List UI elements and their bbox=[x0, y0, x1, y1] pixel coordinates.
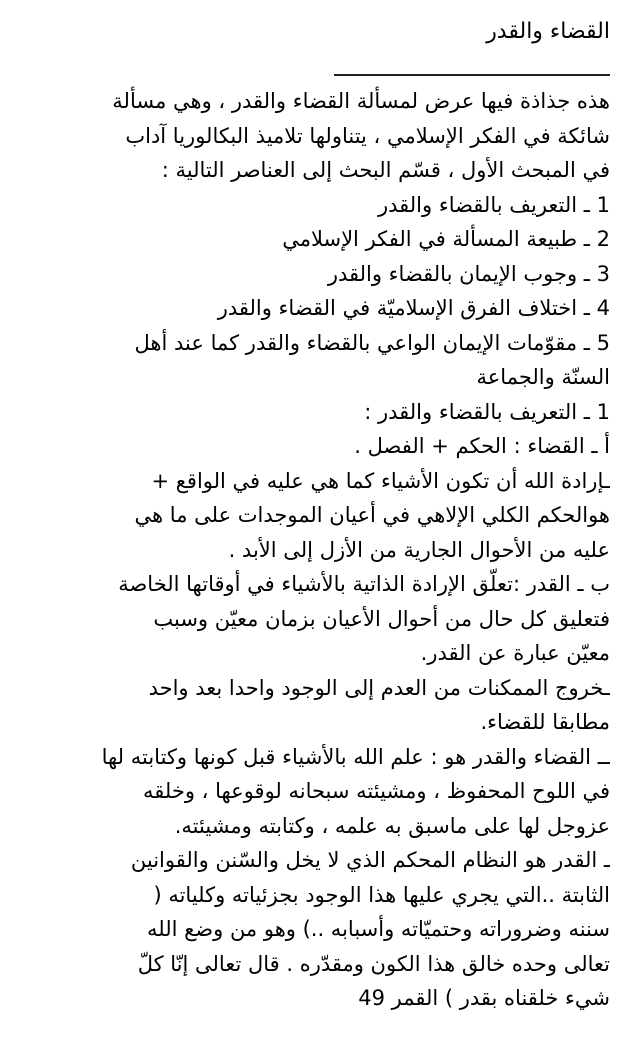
body-line: أ ـ القضاء : الحكم + الفصل . bbox=[354, 434, 610, 458]
body-line: في اللوح المحفوظ ، ومشيئته سبحانه لوقوعها ، وخلقه bbox=[143, 779, 610, 803]
body-line: عزوجل لها على ماسبق به علمه ، وكتابته ومشيئته. bbox=[174, 813, 610, 838]
body-line: 2 ـ طبيعة المسألة في الفكر الإسلامي bbox=[282, 227, 610, 251]
body-line: 3 ـ وجوب الإيمان بالقضاء والقدر bbox=[327, 261, 610, 286]
title-divider bbox=[334, 74, 610, 76]
body-line: هذه جذاذة فيها عرض لمسألة القضاء والقدر ، وهي مسألة bbox=[112, 89, 610, 113]
body-line: هوالحكم الكلي الإلاهي في أعيان الموجدات على ما هي bbox=[134, 503, 610, 527]
body-line: شيء خلقناه بقدر ) القمر 49 bbox=[358, 986, 610, 1010]
body-line: 4 ـ اختلاف الفرق الإسلاميّة في القضاء والقدر bbox=[217, 296, 610, 320]
body-line: مطابقا للقضاء. bbox=[480, 710, 610, 734]
body-line: ــ القضاء والقدر هو : علم الله بالأشياء قبل كونها وكتابته لها bbox=[101, 744, 610, 769]
document-body bbox=[16, 84, 610, 1016]
body-line: فتعليق كل حال من أحوال الأعيان بزمان معيّن وسبب bbox=[153, 606, 610, 631]
body-line: عليه من الأحوال الجارية من الأزل إلى الأبد . bbox=[228, 537, 610, 562]
body-line: 1 ـ التعريف بالقضاء والقدر : bbox=[364, 399, 610, 424]
body-line: السنّة والجماعة bbox=[476, 365, 610, 389]
body-line: تعالى وحده خالق هذا الكون ومقدّره . قال تعالى إنّا كلّ bbox=[137, 951, 610, 976]
body-line: الثابتة ..التي يجري عليها هذا الوجود بجزئياته وكلياته ( bbox=[153, 882, 610, 907]
document-title: القضاء والقدر bbox=[486, 19, 610, 44]
body-line: ـإرادة الله أن تكون الأشياء كما هي عليه في الواقع + bbox=[151, 468, 610, 493]
body-line: معيّن عبارة عن القدر. bbox=[420, 641, 610, 665]
body-line: سننه وضروراته وحتميّاته وأسبابه ..) وهو من وضع الله bbox=[147, 917, 610, 941]
body-line: شائكة في الفكر الإسلامي ، يتناولها تلاميذ البكالوريا آداب bbox=[125, 123, 610, 148]
body-line: ـ القدر هو النظام المحكم الذي لا يخل والسّنن والقوانين bbox=[130, 848, 610, 872]
body-line: في المبحث الأول ، قسّم البحث إلى العناصر التالية : bbox=[161, 158, 610, 182]
body-line: ب ـ القدر :تعلّق الإرادة الذاتية بالأشياء في أوقاتها الخاصة bbox=[118, 572, 610, 596]
body-line: 1 ـ التعريف بالقضاء والقدر bbox=[377, 192, 610, 217]
body-line: 5 ـ مقوّمات الإيمان الواعي بالقضاء والقدر كما عند أهل bbox=[134, 330, 610, 355]
body-line: ـخروج الممكنات من العدم إلى الوجود واحدا بعد واحد bbox=[148, 675, 610, 700]
